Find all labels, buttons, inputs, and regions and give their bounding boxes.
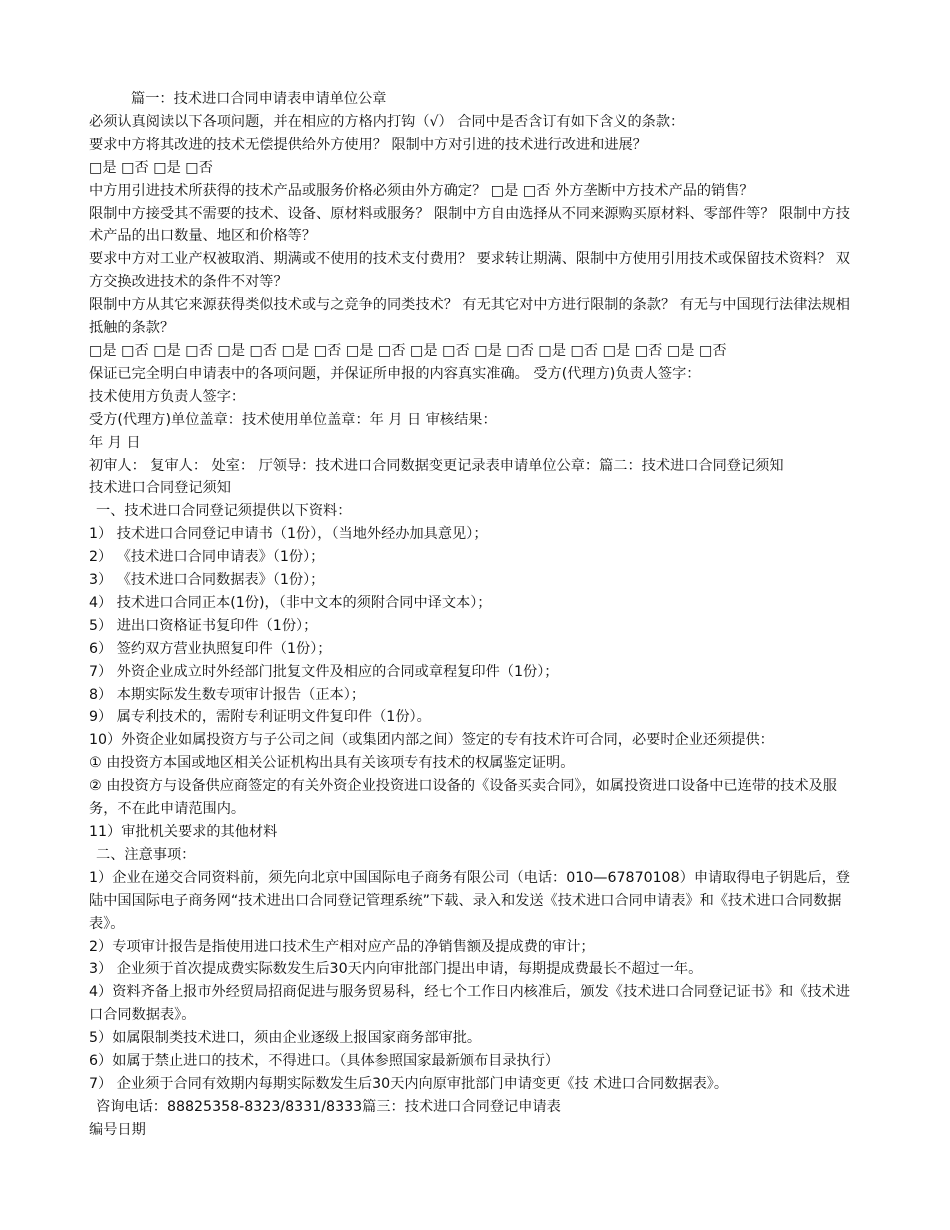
- text-line: 技术使用方负责人签字：: [89, 388, 246, 405]
- checkbox-line: □是 □否 □是 □否 □是 □否 □是 □否 □是 □否 □是 □否 □是 □否 □是 □否 □是 □否 □是 □否: [89, 342, 727, 359]
- text-line: 中方用引进技术所获得的技术产品或服务价格必须由外方确定？ □是 □否 外方垄断中方技术产品的销售？: [89, 182, 754, 199]
- list-item: 4）资料齐备上报市外经贸局招商促进与服务贸易科，经七个工作日内核准后，颁发《技术进口合同登记证书》和《技术进口合同数据表》。: [89, 984, 850, 1024]
- text-line: 限制中方接受其不需要的技术、设备、原材料或服务？ 限制中方自由选择从不同来源购买原材料、零部件等？ 限制中方技术产品的出口数量、地区和价格等？: [89, 205, 850, 245]
- list-item: 6）如属于禁止进口的技术，不得进口。（具体参照国家最新颁布目录执行）: [89, 1053, 560, 1070]
- list-item: 3） 《技术进口合同数据表》（1份）；: [89, 572, 325, 589]
- list-item: 6） 签约双方营业执照复印件（1份）；: [89, 640, 332, 657]
- text-line: 初审人： 复审人： 处室： 厅领导：技术进口合同数据变更记录表申请单位公章：篇二：技术进口合同登记须知: [89, 457, 784, 474]
- list-item: 10）外资企业如属投资方与子公司之间（或集团内部之间）签定的专有技术许可合同，必要时企业还须提供：: [89, 732, 774, 749]
- text-line: 必须认真阅读以下各项问题，并在相应的方格内打钩（√） 合同中是否含订有如下含义的条款：: [89, 113, 685, 130]
- list-item: 5） 进出口资格证书复印件（1份）；: [89, 617, 318, 634]
- text-line: 限制中方从其它来源获得类似技术或与之竞争的同类技术？ 有无其它对中方进行限制的条款？ 有无与中国现行法律法规相抵触的条款？: [89, 297, 850, 337]
- list-item: 3） 企业须于首次提成费实际数发生后30天内向审批部门提出申请，每期提成费最长不超过一年。: [89, 961, 703, 978]
- date-line: 年 月 日: [89, 434, 141, 451]
- text-line: 要求中方将其改进的技术无偿提供给外方使用？ 限制中方对引进的技术进行改进和进展？: [89, 136, 647, 153]
- list-item: ① 由投资方本国或地区相关公证机构出具有关该项专有技术的权属鉴定证明。: [89, 755, 575, 772]
- list-item: 2） 《技术进口合同申请表》（1份）；: [89, 549, 325, 566]
- section-title: 篇一：技术进口合同申请表申请单位公章: [131, 91, 387, 107]
- list-item: 1）企业在递交合同资料前，须先向北京中国国际电子商务有限公司（电话：010—67870108）申请取得电子钥匙后，登陆中国国际电子商务网“技术进出口合同登记管理系统”下载、录入和发送《技术进口合同申请表》和《技术进口合同数据表》。: [89, 869, 850, 932]
- text-line: 编号日期: [89, 1121, 146, 1138]
- list-item: 11）审批机关要求的其他材料: [89, 824, 278, 840]
- checkbox-line: □是 □否 □是 □否: [89, 159, 213, 176]
- list-item: ② 由投资方与设备供应商签定的有关外资企业投资进口设备的《设备买卖合同》，如属投资进口设备中已连带的技术及服务，不在此申请范围内。: [89, 778, 837, 818]
- subsection-heading: 一、技术进口合同登记须提供以下资料：: [96, 503, 352, 520]
- list-item: 9） 属专利技术的，需附专利证明文件复印件（1份）。: [89, 709, 431, 726]
- contact-line: 咨询电话：88825358-8323/8331/8333篇三：技术进口合同登记申请表: [96, 1098, 561, 1115]
- text-line: 保证已完全明白申请表中的各项问题，并保证所申报的内容真实准确。 受方(代理方)负责人签字：: [89, 365, 701, 382]
- list-item: 7） 外资企业成立时外经部门批复文件及相应的合同或章程复印件（1份）；: [89, 663, 559, 680]
- text-line: 要求中方对工业产权被取消、期满或不使用的技术支付费用？ 要求转让期满、限制中方使用引用技术或保留技术资料？ 双方交换改进技术的条件不对等？: [89, 251, 850, 291]
- subsection-heading: 二、注意事项：: [96, 846, 196, 863]
- list-item: 7） 企业须于合同有效期内每期实际数发生后30天内向原审批部门申请变更《技 术进口合同数据表》。: [89, 1075, 729, 1092]
- list-item: 1） 技术进口合同登记申请书（1份），（当地外经办加具意见）；: [89, 526, 488, 543]
- list-item: 8） 本期实际发生数专项审计报告（正本）；: [89, 686, 366, 703]
- section-title: 技术进口合同登记须知: [89, 480, 231, 497]
- list-item: 2）专项审计报告是指使用进口技术生产相对应产品的净销售额及提成费的审计；: [89, 938, 595, 955]
- text-line: 受方(代理方)单位盖章：技术使用单位盖章：年 月 日 审核结果：: [89, 411, 497, 428]
- list-item: 5）如属限制类技术进口，须由企业逐级上报国家商务部审批。: [89, 1030, 482, 1047]
- list-item: 4） 技术进口合同正本(1份)，（非中文本的须附合同中译文本）；: [89, 594, 492, 611]
